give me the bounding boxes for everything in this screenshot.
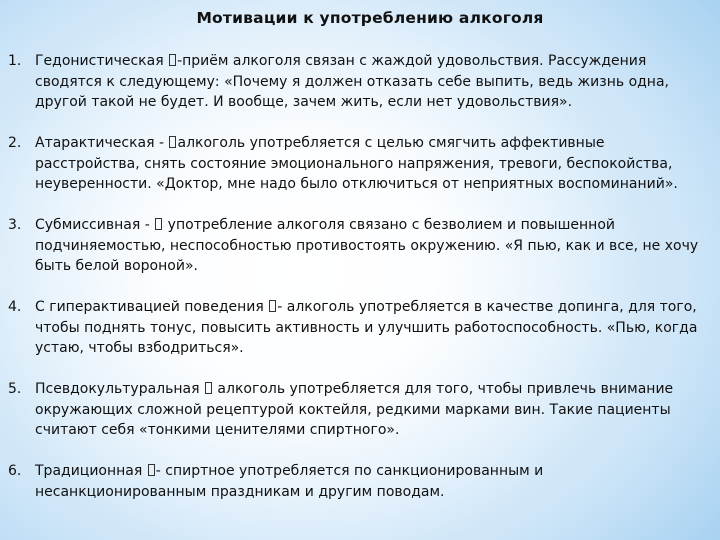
missing-glyph-icon — [169, 54, 176, 66]
item-term: Традиционная — [35, 463, 147, 479]
slide-title: Мотивации к употреблению алкоголя — [196, 9, 544, 27]
item-term: Субмиссивная - — [35, 217, 155, 233]
item-description: алкоголь употребляется для того, чтобы привлечь внимание окружающих сложной рецептурой коктейля, редкими марками вин. Такие пациенты считают себя «тонкими ценителями спиртного». — [35, 381, 674, 438]
list-item — [8, 133, 712, 195]
item-description: алкоголь употребляется с целью смягчить аффективные расстройства, снять состояние эмоционального напряжения, тревоги, беспокойства, неуверенности. «Доктор, мне надо было отключиться от неприятных воспоминаний». — [35, 135, 678, 192]
item-term: Псевдокультуральная — [35, 381, 204, 397]
item-description: - спиртное употребляется по санкционированным и несанкционированным праздникам и другим поводам. — [35, 463, 544, 500]
list-item — [8, 51, 712, 113]
missing-glyph-icon — [148, 464, 155, 476]
item-number: 3. — [8, 217, 22, 233]
missing-glyph-icon — [155, 218, 162, 230]
item-term: С гиперактивацией поведения — [35, 299, 269, 315]
item-number: 6. — [8, 463, 22, 479]
motivation-list — [8, 51, 712, 523]
list-item — [8, 461, 712, 502]
item-number: 5. — [8, 381, 22, 397]
item-description: употребление алкоголя связано с безволием и повышенной подчиняемостью, неспособностью противостоять окружению. «Я пью, как и все, не хочу быть белой вороной». — [35, 217, 699, 274]
list-item — [8, 379, 712, 441]
list-item — [8, 215, 712, 277]
missing-glyph-icon — [169, 136, 176, 148]
item-term: Гедонистическая — [35, 53, 169, 69]
list-item — [8, 297, 712, 359]
missing-glyph-icon — [205, 382, 212, 394]
item-number: 2. — [8, 135, 22, 151]
item-number: 4. — [8, 299, 22, 315]
item-number: 1. — [8, 53, 22, 69]
item-description: - алкоголь употребляется в качестве допинга, для того, чтобы поднять тонус, повысить активность и улучшить работоспособность. «Пью, когда устаю, чтобы взбодриться». — [35, 299, 698, 356]
item-term: Атарактическая - — [35, 135, 169, 151]
missing-glyph-icon — [269, 300, 276, 312]
item-description: -приём алкоголя связан с жаждой удовольствия. Рассуждения сводятся к следующему: «Почему я должен отказать себе выпить, ведь жизнь одна, другой такой не будет. И вообще, зачем жить, если нет удовольствия». — [35, 53, 669, 110]
